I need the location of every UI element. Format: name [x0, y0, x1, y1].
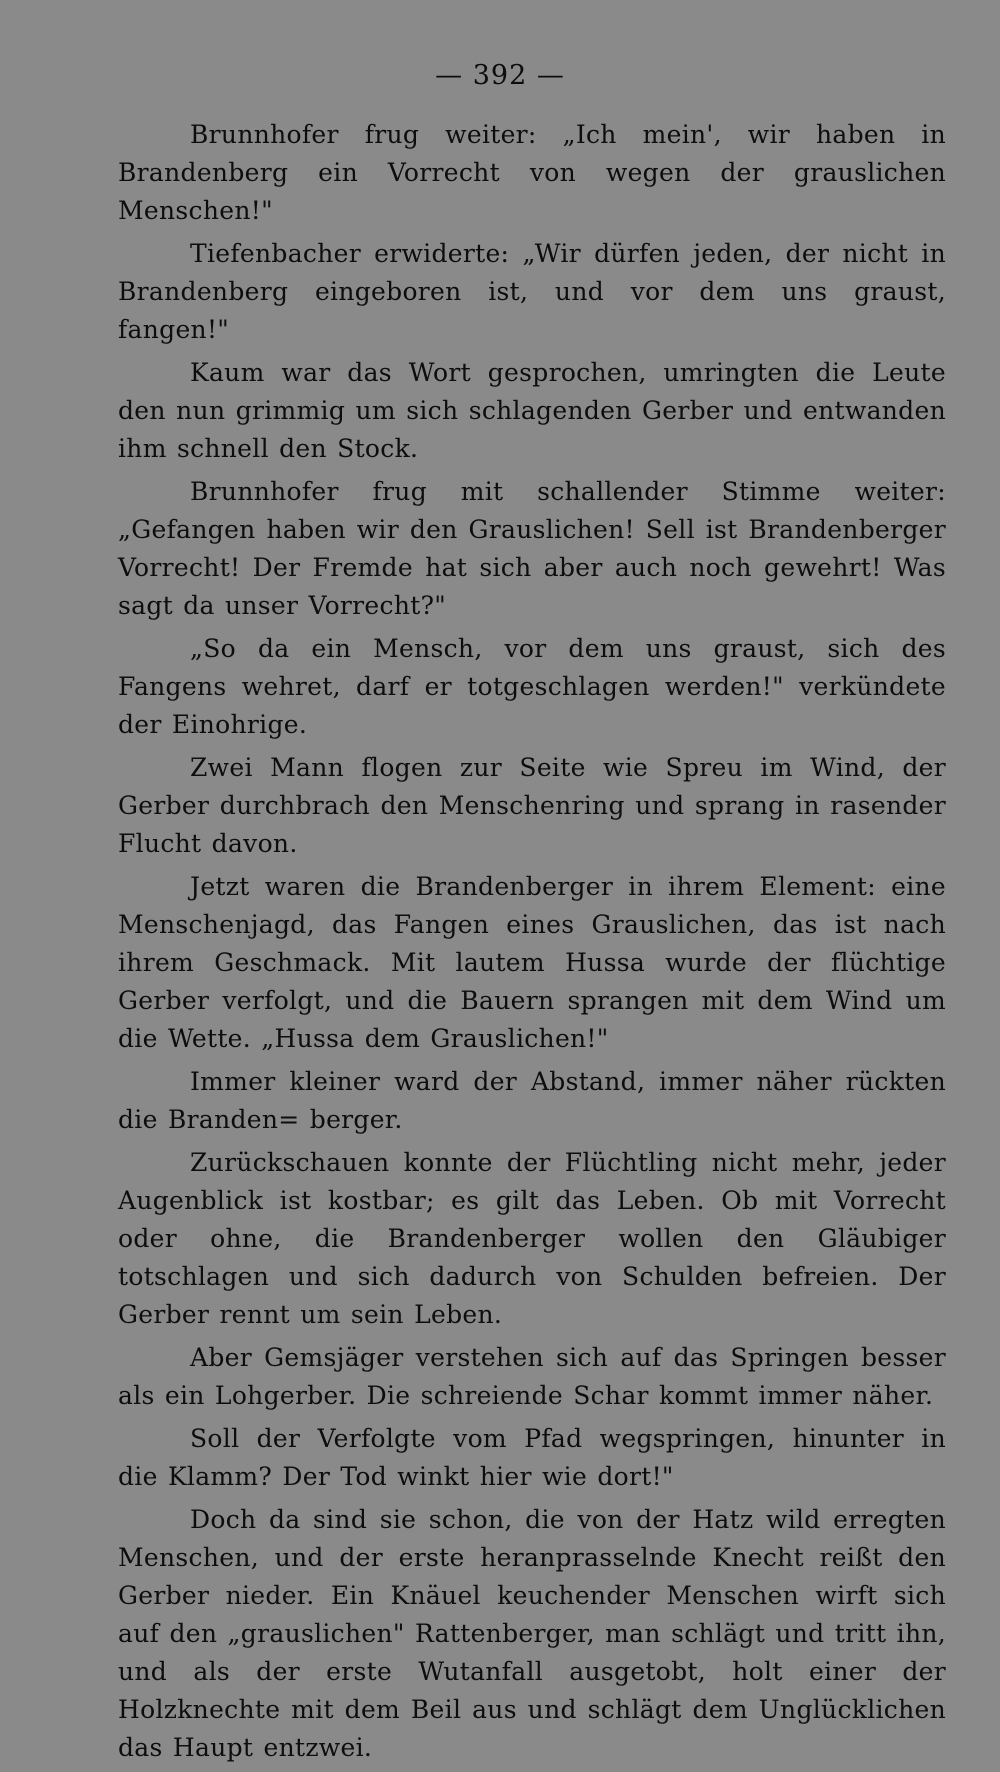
- paragraph: Zurückschauen konnte der Flüchtling nicht mehr, jeder Augenblick ist kostbar; es gilt das Leben. Ob mit Vorrecht oder ohne, die Brandenberger wollen den Gläubiger totschlagen und sich dadurch von Schulden befreien. Der Gerber rennt um sein Leben.: [118, 1148, 946, 1329]
- paragraph: „So da ein Mensch, vor dem uns graust, sich des Fangens wehret, darf er totgeschlagen werden!" verkündete der Einohrige.: [118, 634, 946, 739]
- paragraph: Zwei Mann flogen zur Seite wie Spreu im Wind, der Gerber durchbrach den Menschenring und sprang in rasender Flucht davon.: [118, 753, 946, 858]
- paragraph: Brunnhofer frug mit schallender Stimme weiter: „Gefangen haben wir den Grauslichen! Sell ist Brandenberger Vorrecht! Der Fremde hat sich aber auch noch gewehrt! Was sagt da unser Vorrecht?": [118, 477, 946, 620]
- paragraph: Tiefenbacher erwiderte: „Wir dürfen jeden, der nicht in Brandenberg eingeboren ist, und vor dem uns graust, fangen!": [118, 239, 946, 344]
- paragraph: Soll der Verfolgte vom Pfad wegspringen, hinunter in die Klamm? Der Tod winkt hier wie dort!": [118, 1424, 946, 1491]
- paragraph: Kaum war das Wort gesprochen, umringten die Leute den nun grimmig um sich schlagenden Gerber und entwanden ihm schnell den Stock.: [118, 358, 946, 463]
- page-number: — 392 —: [435, 60, 565, 91]
- paragraph: Brunnhofer frug weiter: „Ich mein', wir haben in Brandenberg ein Vorrecht von wegen der grauslichen Menschen!": [118, 120, 946, 225]
- body-text: [118, 116, 946, 1772]
- paragraph: Jetzt waren die Brandenberger in ihrem Element: eine Menschenjagd, das Fangen eines Grauslichen, das ist nach ihrem Geschmack. Mit lautem Hussa wurde der flüchtige Gerber verfolgt, und die Bauern sprangen mit dem Wind um die Wette. „Hussa dem Grauslichen!": [118, 872, 946, 1053]
- paragraph: Immer kleiner ward der Abstand, immer näher rückten die Branden= berger.: [118, 1067, 946, 1134]
- paragraph: Doch da sind sie schon, die von der Hatz wild erregten Menschen, und der erste heranprasselnde Knecht reißt den Gerber nieder. Ein Knäuel keuchender Menschen wirft sich auf den „grauslichen" Rattenberger, man schlägt und tritt ihn, und als der erste Wutanfall ausgetobt, holt einer der Holzknechte mit dem Beil aus und schlägt dem Unglücklichen das Haupt entzwei.: [118, 1505, 946, 1762]
- paragraph: Aber Gemsjäger verstehen sich auf das Springen besser als ein Lohgerber. Die schreiende Schar kommt immer näher.: [118, 1343, 946, 1410]
